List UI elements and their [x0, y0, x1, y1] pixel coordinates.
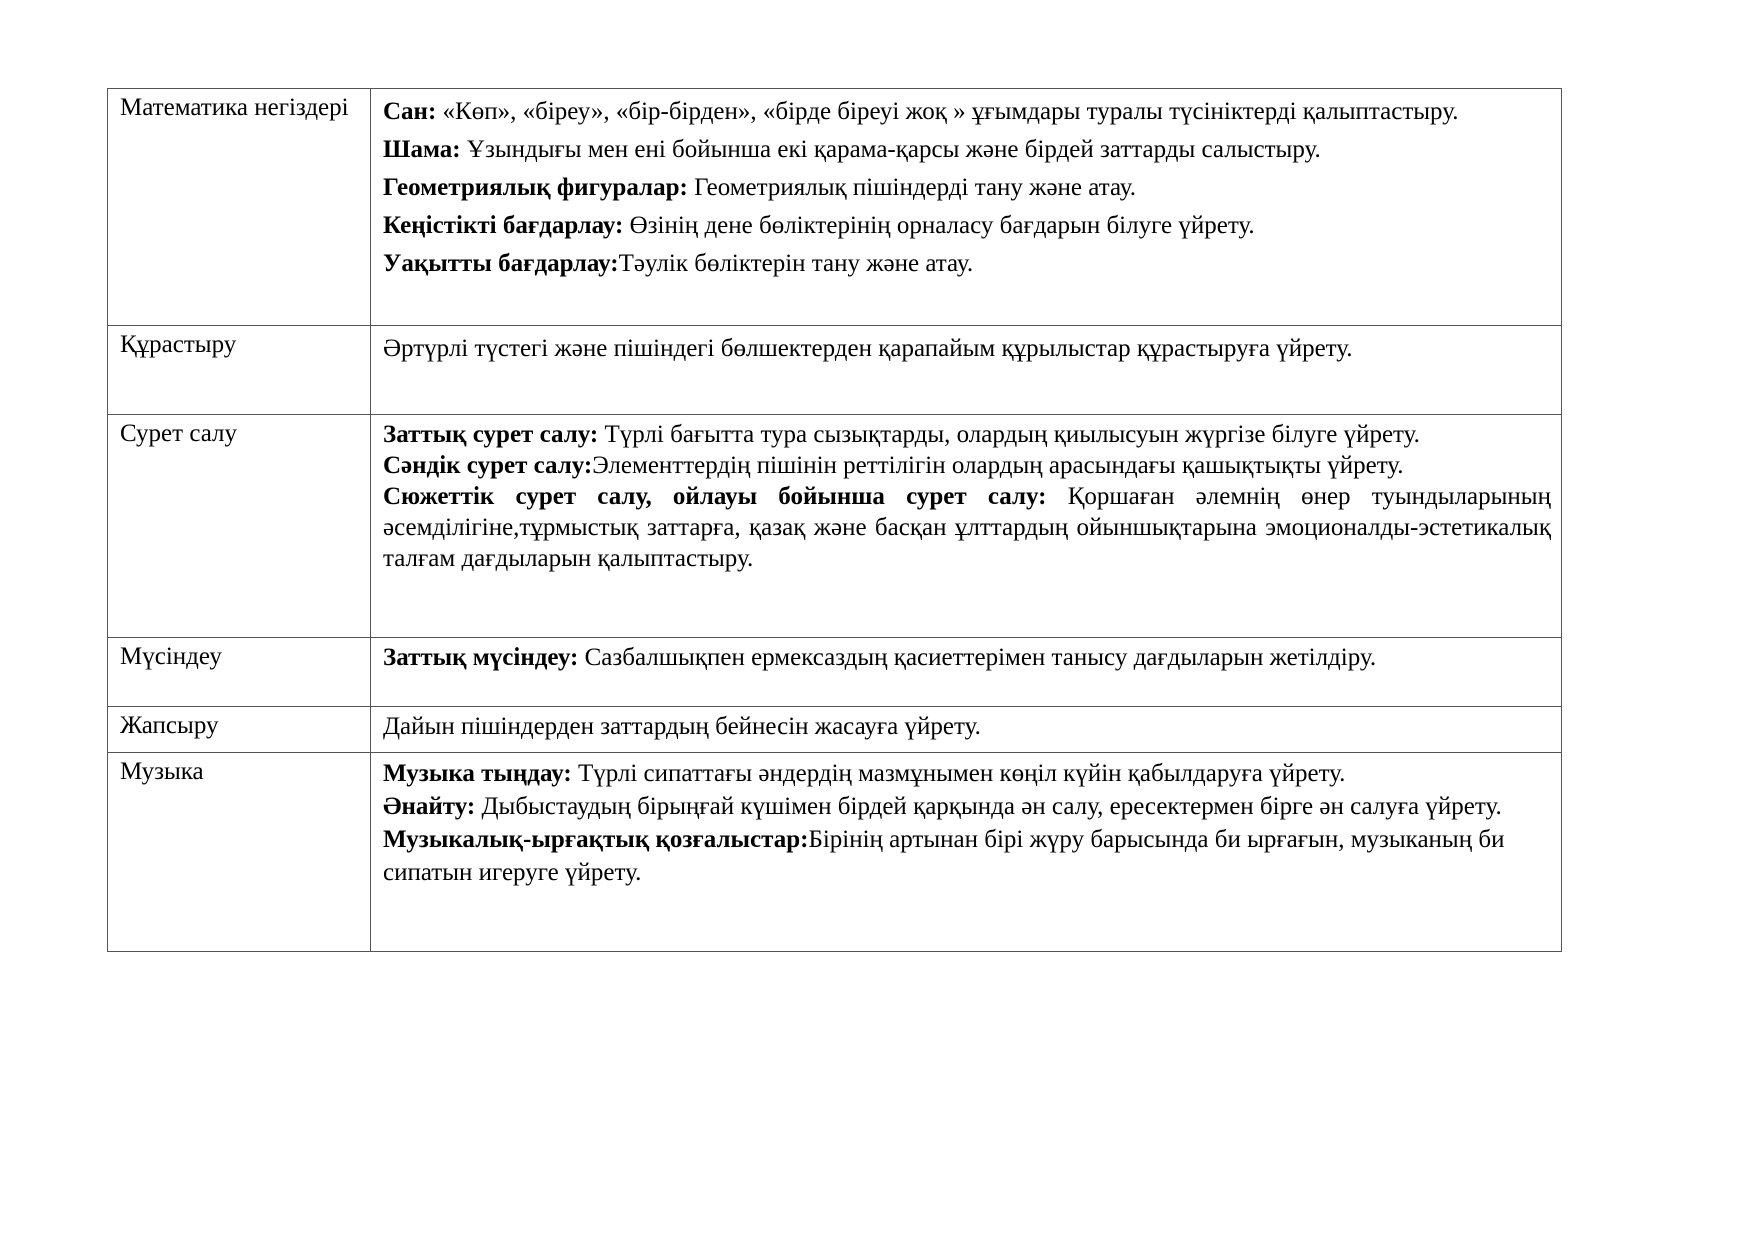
item-text: Түрлі сипаттағы әндердің мазмұнымен көңіл күйін қабылдаруға үйрету.	[571, 760, 1346, 787]
content-item	[383, 642, 1551, 673]
item-text: Ұзындығы мен ені бойынша екі қарама-қарсы және бірдей заттарды салыстыру.	[460, 136, 1321, 163]
item-label: Геометриялық фигуралар:	[383, 174, 688, 201]
content-item	[383, 450, 1551, 481]
item-text: Дыбыстаудың бірыңғай күшімен бірдей қарқында ән салу, ересектермен бірге ән салуға үйрету.	[475, 793, 1502, 820]
item-text: Геометриялық пішіндерді тану және атау.	[687, 174, 1137, 201]
item-label: Музыкалық-ырғақтық қозғалыстар:	[383, 826, 809, 853]
content-cell	[371, 326, 1562, 415]
content-item	[383, 169, 1551, 207]
item-text: Түрлі бағытта тура сызықтарды, олардың қиылысуын жүргізе білуге үйрету.	[598, 421, 1420, 448]
content-item	[383, 711, 1551, 742]
table-row	[108, 326, 1562, 415]
table-row	[108, 89, 1562, 326]
subject-cell: Құрастыру	[108, 326, 371, 415]
item-label: Заттық сурет салу:	[383, 421, 599, 448]
table-row	[108, 415, 1562, 638]
content-item	[383, 207, 1551, 245]
curriculum-table	[107, 88, 1562, 952]
content-item	[383, 823, 1551, 889]
item-label: Сюжеттік сурет салу, ойлауы бойынша сурет салу:	[383, 483, 1047, 510]
subject-cell: Сурет салу	[108, 415, 371, 638]
item-label: Уақытты бағдарлау:	[383, 250, 619, 277]
item-text: Әртүрлі түстегі және пішіндегі бөлшектерден қарапайым құрылыстар құрастыруға үйрету.	[383, 335, 1353, 362]
item-text: Сазбалшықпен ермексаздың қасиеттерімен танысу дағдыларын жетілдіру.	[578, 644, 1377, 671]
subject-cell: Мүсіндеу	[108, 638, 371, 707]
item-label: Сан:	[383, 98, 437, 125]
content-item	[383, 131, 1551, 169]
content-item	[383, 757, 1551, 790]
content-item	[383, 245, 1551, 283]
content-item	[383, 790, 1551, 823]
content-item	[383, 481, 1551, 574]
item-text: Бірінің артынан бірі жүру барысында би ырғағын, музыканың би сипатын игеруге үйрету.	[383, 826, 1505, 886]
content-item	[383, 330, 1551, 368]
subject-cell: Жапсыру	[108, 707, 371, 753]
content-cell	[371, 707, 1562, 753]
item-text: Элементтердің пішінін реттілігін олардың арасындағы қашықтықты үйрету.	[592, 452, 1404, 479]
item-label: Шама:	[383, 136, 461, 163]
subject-cell: Музыка	[108, 753, 371, 952]
item-text: Өзінің дене бөліктерінің орналасу бағдарын білуге үйрету.	[623, 212, 1255, 239]
content-cell	[371, 89, 1562, 326]
table-row	[108, 753, 1562, 952]
table-row	[108, 707, 1562, 753]
item-text: Қоршаған әлемнің өнер туындыларының әсемділігіне,тұрмыстық заттарға, қазақ және басқан ұлттардың ойыншықтарына эмоционалды-эстетикалық талғам дағдыларын қалыптастыру.	[383, 483, 1551, 572]
table-row	[108, 638, 1562, 707]
item-text: «Көп», «біреу», «бір-бірден», «бірде біреуі жоқ » ұғымдары туралы түсініктерді қалыптастыру.	[436, 98, 1459, 125]
item-label: Әнайту:	[383, 793, 476, 820]
content-item	[383, 419, 1551, 450]
item-label: Сәндік сурет салу:	[383, 452, 593, 479]
content-cell	[371, 753, 1562, 952]
item-label: Заттық мүсіндеу:	[383, 644, 579, 671]
subject-cell: Математика негіздері	[108, 89, 371, 326]
item-label: Кеңістікті бағдарлау:	[383, 212, 624, 239]
content-item	[383, 93, 1551, 131]
item-text: Дайын пішіндерден заттардың бейнесін жасауға үйрету.	[383, 713, 981, 740]
item-text: Тәулік бөліктерін тану және атау.	[618, 250, 974, 277]
content-cell	[371, 415, 1562, 638]
item-label: Музыка тыңдау:	[383, 760, 572, 787]
content-cell	[371, 638, 1562, 707]
